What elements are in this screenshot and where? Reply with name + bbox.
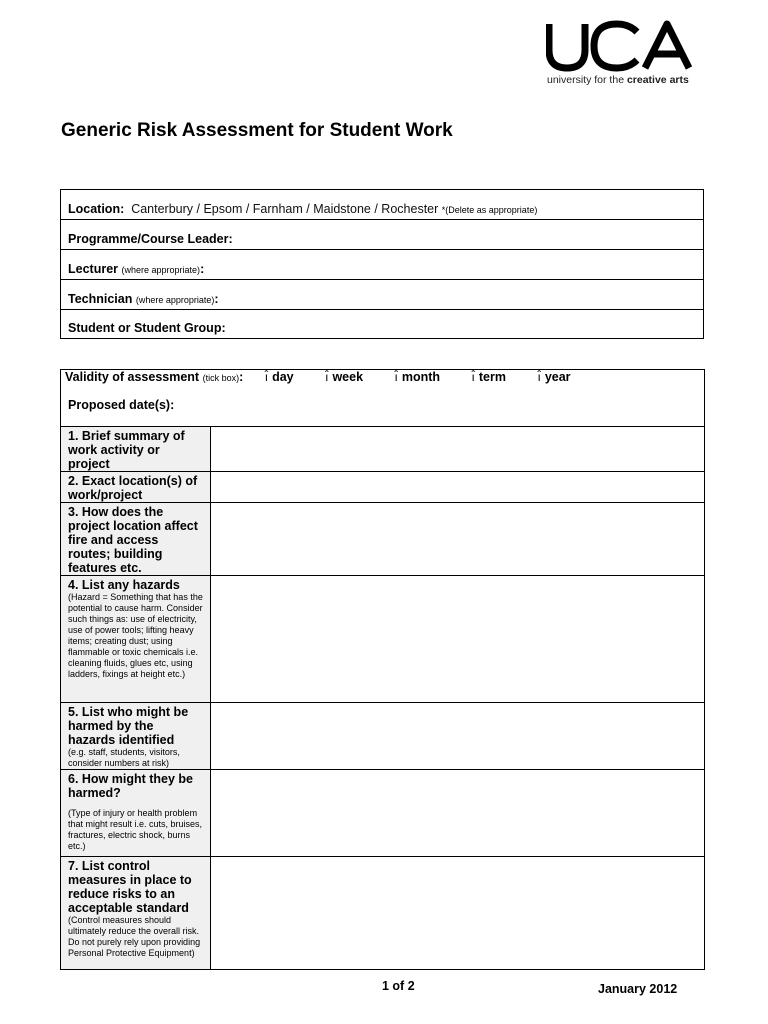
answer-6[interactable]	[211, 770, 705, 857]
question-3: 3. How does the project location affect fire and access routes; building features etc.	[61, 503, 211, 576]
question-4-note: (Hazard = Something that has the potential to cause harm. Consider such things as: use of electricity, use of power tools; lifting heavy items; creating dust; using flammable or toxic chemicals i.e. cleaning fluids, glues etc, using ladders, fixings at height etc.)	[68, 592, 203, 679]
question-6: 6. How might they be harmed? (Type of injury or health problem that might result i.e. cuts, bruises, fractures, electric shock, burns etc.)	[61, 770, 211, 857]
validity-option-year[interactable]: ı̂ year	[537, 370, 571, 384]
student-row[interactable]	[61, 310, 704, 339]
lecturer-note: (where appropriate)	[121, 265, 201, 275]
answer-7[interactable]	[211, 857, 705, 970]
checkbox-icon[interactable]: ı̂	[394, 370, 398, 384]
question-6-note: (Type of injury or health problem that might result i.e. cuts, bruises, fractures, electric shock, burns etc.)	[68, 808, 203, 851]
student-label: Student or Student Group:	[68, 321, 226, 335]
lecturer-row[interactable]: Lecturer (where appropriate):	[61, 250, 704, 280]
answer-4[interactable]	[211, 576, 705, 703]
question-1: 1. Brief summary of work activity or project	[61, 427, 211, 472]
page-number: 1 of 2	[382, 979, 415, 993]
proposed-dates-label[interactable]: Proposed date(s):	[68, 398, 175, 412]
lecturer-label: Lecturer	[68, 262, 119, 276]
validity-label: Validity of assessment	[65, 370, 200, 384]
validity-row	[61, 370, 705, 427]
checkbox-icon[interactable]: ı̂	[471, 370, 475, 384]
question-7: 7. List control measures in place to reduce risks to an acceptable standard (Control measures should ultimately reduce the overall risk. Do not purely rely upon providing Personal Protective Equipment)	[61, 857, 211, 970]
leader-row[interactable]	[61, 220, 704, 250]
question-2: 2. Exact location(s) of work/project	[61, 472, 211, 503]
technician-note: (where appropriate)	[135, 295, 215, 305]
answer-1[interactable]	[211, 427, 705, 472]
question-5: 5. List who might be harmed by the hazards identified (e.g. staff, students, visitors, consider numbers at risk)	[61, 703, 211, 770]
validity-option-term[interactable]: ı̂ term	[471, 370, 506, 384]
validity-note: (tick box)	[202, 373, 240, 383]
technician-label: Technician	[68, 292, 133, 306]
footer-date: January 2012	[598, 982, 678, 996]
location-note: *(Delete as appropriate)	[441, 205, 538, 215]
location-label: Location:	[68, 202, 125, 216]
checkbox-icon[interactable]: ı̂	[325, 370, 329, 384]
details-table	[60, 189, 704, 339]
logo-tagline: university for the creative arts	[547, 74, 689, 86]
location-row[interactable]	[61, 190, 704, 220]
checkbox-icon[interactable]: ı̂	[264, 370, 269, 384]
location-value: Canterbury / Epsom / Farnham / Maidstone / Rochester	[131, 202, 439, 216]
answer-3[interactable]	[211, 503, 705, 576]
leader-label: Programme/Course Leader:	[68, 232, 233, 246]
question-5-note: (e.g. staff, students, visitors, consider numbers at risk)	[68, 747, 180, 768]
validity-option-month[interactable]: ı̂ month	[394, 370, 441, 384]
answer-2[interactable]	[211, 472, 705, 503]
validity-option-day[interactable]: ı̂ day	[264, 370, 294, 384]
validity-line: Validity of assessment (tick box): ı̂ day ı̂ week ı̂ month ı̂ term ı̂ year	[65, 370, 571, 384]
answer-5[interactable]	[211, 703, 705, 770]
page-title: Generic Risk Assessment for Student Work	[61, 120, 453, 141]
validity-option-week[interactable]: ı̂ week	[325, 370, 364, 384]
checkbox-icon[interactable]: ı̂	[537, 370, 541, 384]
question-4: 4. List any hazards (Hazard = Something that has the potential to cause harm. Consider such things as: use of electricity, use of power tools; lifting heavy items; creating dust; using flammable or toxic chemicals i.e. cleaning fluids, glues etc, using ladders, fixings at height etc.)	[61, 576, 211, 703]
assessment-table	[60, 369, 705, 970]
question-7-note: (Control measures should ultimately reduce the overall risk. Do not purely rely upon providing Personal Protective Equipment)	[68, 915, 201, 958]
technician-row[interactable]: Technician (where appropriate):	[61, 280, 704, 310]
